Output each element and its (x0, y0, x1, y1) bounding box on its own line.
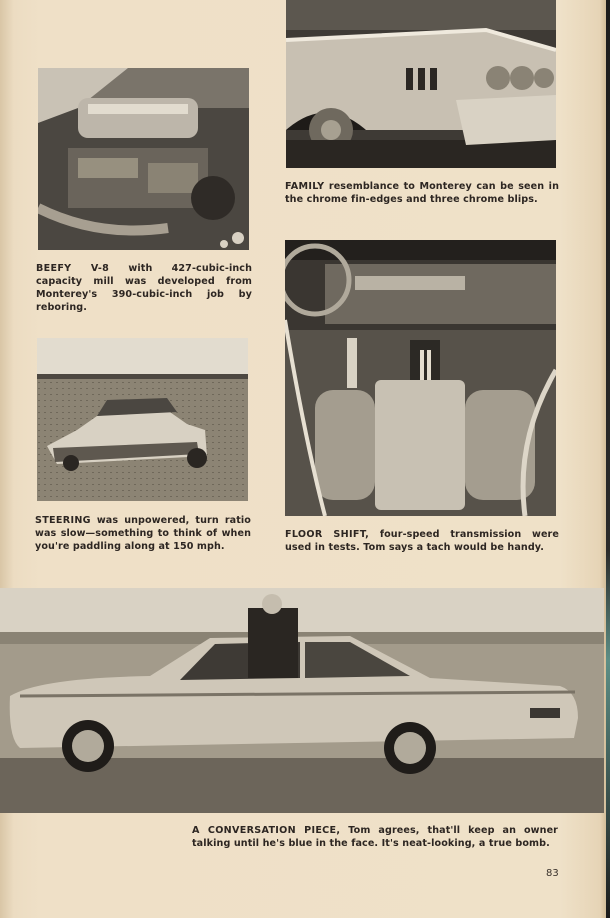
floor-shift-caption (285, 528, 559, 554)
floor-shift-caption-text: four-speed transmission were used in tests. Tom says a tach would be handy. (285, 529, 559, 553)
steering-caption-lead: STEERING (35, 515, 91, 526)
conversation-caption-lead: A CONVERSATION PIECE, (192, 825, 341, 836)
steering-caption (35, 514, 251, 553)
tail-fin-photo (286, 0, 556, 168)
car-with-driver-photo (0, 588, 604, 813)
steering-caption-text: was unpowered, turn ratio was slow—something to think of when you're paddling along at 150 mph. (35, 515, 251, 552)
family-caption-lead: FAMILY (285, 181, 325, 192)
engine-caption-lead: BEEFY V-8 (36, 263, 110, 274)
engine-caption (36, 262, 252, 314)
engine-photo (38, 68, 249, 250)
page-number: 83 (546, 868, 559, 879)
interior-photo (285, 240, 556, 516)
conversation-caption (192, 824, 558, 850)
floor-shift-caption-lead: FLOOR SHIFT, (285, 529, 370, 540)
conversation-caption-text: Tom agrees, that'll keep an owner talking until he's blue in the face. It's neat-looking, a true bomb. (192, 825, 559, 849)
page-edge (606, 0, 610, 918)
steering-photo (37, 338, 248, 501)
family-caption-text: resemblance to Monterey can be seen in the chrome fin-edges and three chrome blips. (285, 181, 559, 205)
engine-caption-text: with 427-cubic-inch capacity mill was developed from Monterey's 390-cubic-inch job by reboring. (36, 263, 253, 313)
family-caption (285, 180, 559, 206)
